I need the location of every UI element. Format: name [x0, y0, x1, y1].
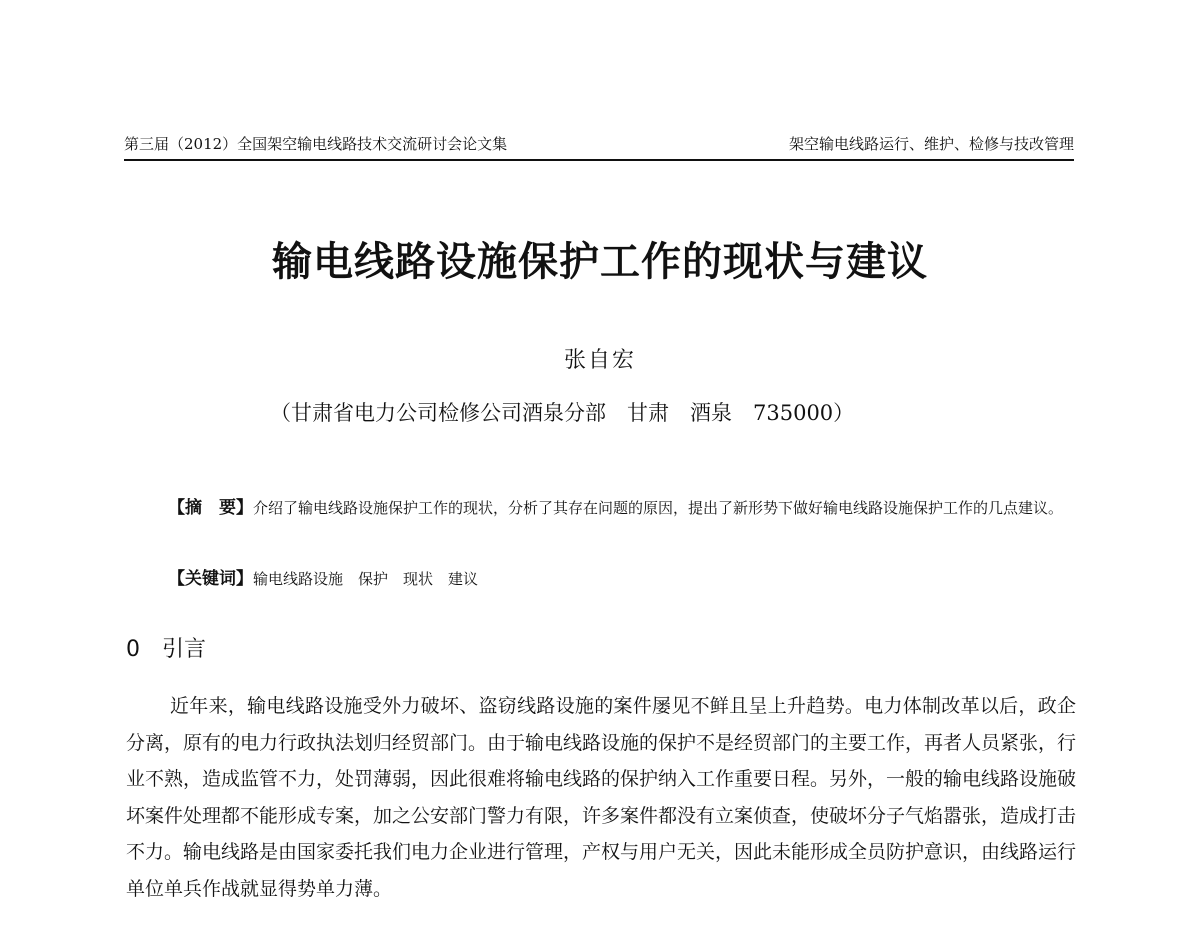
keywords-text: 输电线路设施 保护 现状 建议: [253, 570, 479, 588]
abstract: [124, 492, 1074, 524]
header-section-title: 架空输电线路运行、维护、检修与技改管理: [788, 135, 1074, 153]
keywords: [168, 565, 1068, 593]
author-affiliation: （甘肃省电力公司检修公司酒泉分部 甘肃 酒泉 735000）: [270, 401, 855, 425]
keywords-label: 【关键词】: [168, 569, 253, 589]
abstract-label: 【摘 要】: [168, 498, 253, 518]
section-number: 0: [126, 637, 140, 662]
body-paragraph: 近年来，输电线路设施受外力破坏、盗窃线路设施的案件屡见不鲜且呈上升趋势。电力体制改革以后，政企分离，原有的电力行政执法划归经贸部门。由于输电线路设施的保护不是经贸部门的主要工作，再者人员紧张，行业不熟，造成监管不力，处罚薄弱，因此很难将输电线路的保护纳入工作重要日程。另外，一般的输电线路设施破坏案件处理都不能形成专案，加之公安部门警力有限，许多案件都没有立案侦查，使破坏分子气焰嚣张，造成打击不力。输电线路是由国家委托我们电力企业进行管理，产权与用户无关，因此未能形成全员防护意识，由线路运行单位单兵作战就显得势单力薄。: [126, 695, 1077, 900]
section-heading: [126, 634, 206, 666]
section-title: 引言: [162, 637, 207, 662]
running-header: [124, 133, 1074, 161]
author-name: 张自宏: [563, 348, 636, 373]
paper-title: 输电线路设施保护工作的现状与建议: [272, 239, 928, 285]
header-proceedings-title: 第三届（2012）全国架空输电线路技术交流研讨会论文集: [124, 135, 508, 153]
abstract-text: 介绍了输电线路设施保护工作的现状，分析了其存在问题的原因，提出了新形势下做好输电线路设施保护工作的几点建议。: [253, 499, 1064, 517]
